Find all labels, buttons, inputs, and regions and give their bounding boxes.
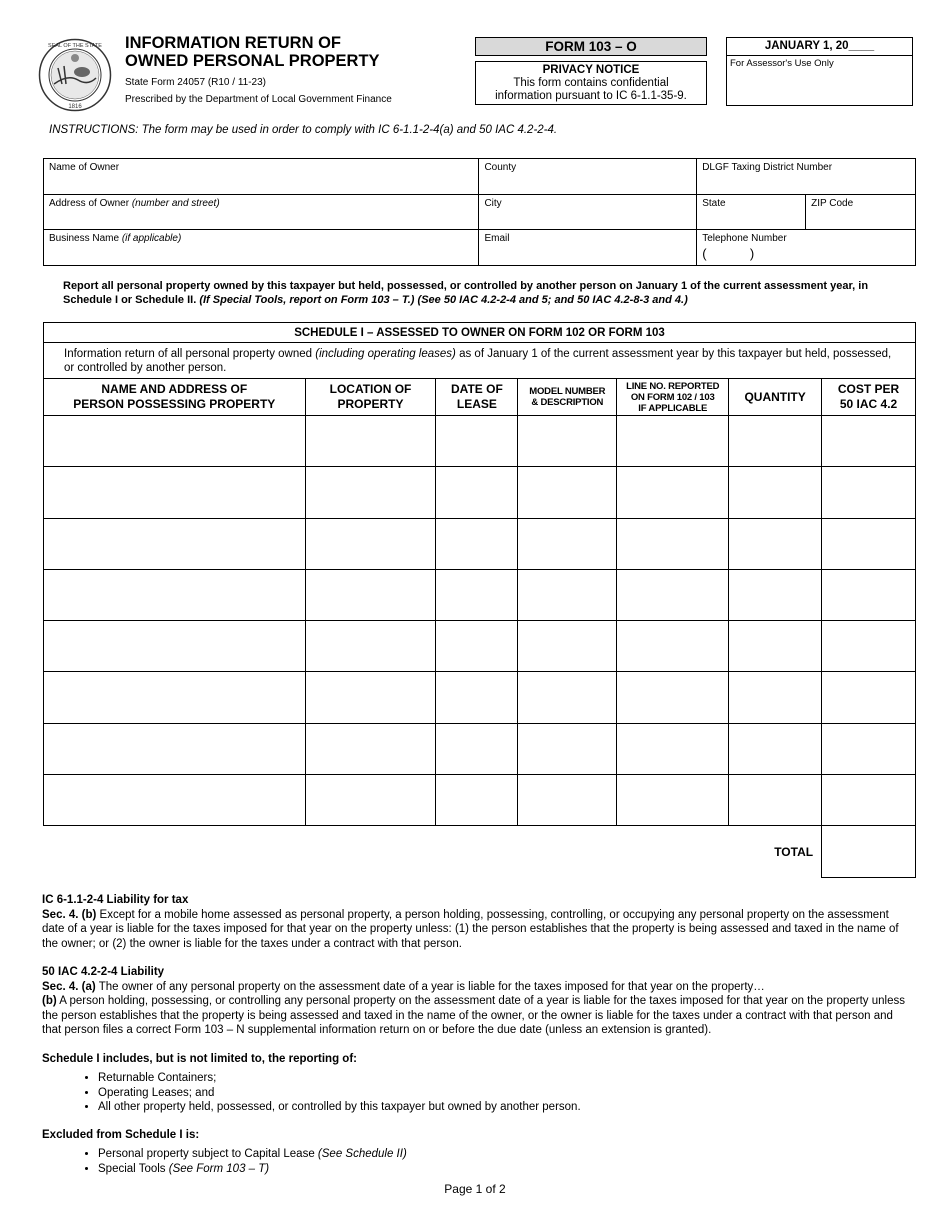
form-title (125, 34, 380, 70)
col-model-description (518, 379, 617, 416)
entry-cell[interactable] (44, 467, 306, 518)
entry-cell[interactable] (822, 723, 916, 774)
col-name-line-2: PERSON POSSESSING PROPERTY (73, 397, 276, 411)
entry-cell[interactable] (822, 569, 916, 620)
col-location-line-1: LOCATION OF (329, 382, 412, 396)
owner-address-field[interactable] (44, 194, 479, 230)
col-date-line-2: LEASE (456, 397, 497, 411)
state-field[interactable] (697, 194, 806, 230)
form-number-box: FORM 103 – O (475, 37, 707, 56)
table-row (44, 621, 916, 672)
col-model-line-1: MODEL NUMBER (529, 386, 606, 397)
iac-text-b: A person holding, possessing, or controlling any personal property on the assessment date of a year is liable for the taxes imposed for that year on the property unless the person establishes that the property is being assessed and taxed in the name of the owner, or the owner is liable for the taxes under a contract with that person and that person files a correct Form 103 – N supplemental information return on or before the due date (unless an extension is granted). (42, 995, 905, 1036)
prescribed-by: Prescribed by the Department of Local Government Finance (125, 94, 392, 105)
report-instruction (63, 279, 903, 307)
excluded-list (42, 1147, 914, 1176)
business-name-field[interactable] (44, 230, 479, 266)
entry-cell[interactable] (436, 621, 518, 672)
entry-cell[interactable] (729, 518, 822, 569)
col-line-line-2: ON FORM 102 / 103 (630, 391, 715, 403)
col-line-number (617, 379, 729, 416)
entry-cell[interactable] (822, 621, 916, 672)
entry-cell[interactable] (518, 672, 617, 723)
entry-cell[interactable] (305, 518, 436, 569)
zip-label: ZIP Code (811, 197, 854, 209)
col-location (305, 379, 436, 416)
entry-cell[interactable] (44, 723, 306, 774)
col-line-line-1: LINE NO. REPORTED (626, 380, 720, 392)
table-row (44, 672, 916, 723)
entry-cell[interactable] (729, 467, 822, 518)
telephone-label: Telephone Number (702, 233, 787, 244)
excluded-1-note: (See Schedule II) (317, 1148, 407, 1160)
table-row (44, 518, 916, 569)
address-note: (number and street) (131, 197, 220, 209)
entry-cell[interactable] (518, 775, 617, 826)
entry-cell[interactable] (729, 416, 822, 467)
entry-cell[interactable] (518, 723, 617, 774)
county-label: County (484, 162, 517, 173)
entry-cell[interactable] (822, 672, 916, 723)
legal-text (42, 893, 914, 1176)
col-name-address (44, 379, 306, 416)
state-label: State (702, 197, 726, 209)
assessor-use-label: For Assessor's Use Only (730, 58, 834, 69)
page-number: Page 1 of 2 (444, 1182, 506, 1196)
city-label: City (484, 197, 502, 209)
entry-cell[interactable] (436, 775, 518, 826)
col-line-line-3: IF APPLICABLE (638, 402, 708, 414)
list-item (98, 1147, 914, 1162)
email-label: Email (484, 233, 510, 244)
address-label: Address of Owner (49, 197, 130, 209)
business-note: (if applicable) (121, 233, 182, 244)
entry-cell[interactable] (729, 723, 822, 774)
entry-cell[interactable] (436, 416, 518, 467)
entry-cell[interactable] (822, 518, 916, 569)
table-row (44, 723, 916, 774)
entry-cell[interactable] (436, 569, 518, 620)
entry-cell[interactable] (436, 672, 518, 723)
entry-cell[interactable] (822, 775, 916, 826)
entry-cell[interactable] (729, 672, 822, 723)
list-item: • Returnable Containers; (98, 1071, 914, 1086)
state-seal-logo (38, 38, 112, 112)
state-form-number: State Form 24057 (R10 / 11-23) (125, 77, 266, 88)
schedule-i-table (43, 322, 916, 878)
owner-name-label: Name of Owner (49, 162, 120, 173)
schedule-info-a: Information return of all personal property owned (64, 347, 313, 360)
entry-cell[interactable] (44, 621, 306, 672)
entry-cell[interactable] (518, 416, 617, 467)
owner-info-table (43, 158, 916, 266)
schedule-info-italic: (including operating leases) (315, 347, 456, 360)
col-name-line-1: NAME AND ADDRESS OF (101, 382, 248, 396)
entry-cell[interactable] (44, 775, 306, 826)
col-location-line-2: PROPERTY (337, 397, 404, 411)
col-date-line-1: DATE OF (451, 382, 503, 396)
entry-cell[interactable] (617, 621, 729, 672)
entry-cell[interactable] (729, 621, 822, 672)
entry-cell[interactable] (617, 672, 729, 723)
list-item (98, 1162, 914, 1177)
entry-cell[interactable] (44, 569, 306, 620)
schedule-title: SCHEDULE I – ASSESSED TO OWNER ON FORM 102 OR FORM 103 (44, 323, 916, 343)
assessor-box[interactable] (726, 37, 913, 106)
entry-cell[interactable] (617, 569, 729, 620)
entry-cell[interactable] (436, 518, 518, 569)
entry-cell[interactable] (305, 467, 436, 518)
report-bold-text: Report all personal property owned by this taxpayer but held, possessed, or controlled by another person on January 1 of the current assessment year, in Schedule I or Schedule II. (63, 280, 869, 306)
excluded-title: Excluded from Schedule I is: (42, 1128, 200, 1141)
privacy-line-1: This form contains confidential (513, 77, 669, 89)
dlgf-field[interactable] (697, 159, 916, 195)
entry-cell[interactable] (729, 569, 822, 620)
title-line-1: INFORMATION RETURN OF (125, 34, 342, 52)
entry-cell[interactable] (518, 621, 617, 672)
excluded-2-note: (See Form 103 – T) (168, 1162, 270, 1175)
col-cost-line-1: COST PER (837, 382, 900, 396)
entry-cell[interactable] (617, 467, 729, 518)
excluded-2: Special Tools (98, 1162, 166, 1175)
entry-cell[interactable] (518, 518, 617, 569)
entry-cell[interactable] (44, 672, 306, 723)
county-field[interactable] (479, 159, 697, 195)
entry-cell[interactable] (436, 467, 518, 518)
col-quantity: QUANTITY (729, 379, 822, 416)
includes-title: Schedule I includes, but is not limited to, the reporting of: (42, 1052, 357, 1065)
entry-cell[interactable] (518, 569, 617, 620)
city-field[interactable] (479, 194, 697, 230)
instructions: INSTRUCTIONS: The form may be used in order to comply with IC 6-1.1-2-4(a) and 50 IAC 4.2-2-4. (49, 124, 558, 136)
total-cell[interactable] (822, 826, 916, 877)
privacy-title: PRIVACY NOTICE (542, 64, 640, 76)
includes-list (42, 1071, 914, 1115)
dlgf-label: DLGF Taxing District Number (702, 162, 833, 173)
entry-cell[interactable] (617, 518, 729, 569)
col-cost (822, 379, 916, 416)
schedule-info (44, 343, 916, 379)
entry-cell[interactable] (729, 775, 822, 826)
table-row (44, 467, 916, 518)
ic-title: IC 6-1.1-2-4 Liability for tax (42, 894, 189, 906)
entry-cell[interactable] (44, 416, 306, 467)
entry-cell[interactable] (822, 467, 916, 518)
privacy-notice (475, 61, 707, 105)
telephone-field[interactable] (697, 230, 916, 266)
entry-cell[interactable] (44, 518, 306, 569)
excluded-1: Personal property subject to Capital Lease (98, 1148, 315, 1160)
owner-name-field[interactable] (44, 159, 479, 195)
iac-section-a: Sec. 4. (a) (42, 980, 96, 993)
table-row (44, 416, 916, 467)
ic-section: Sec. 4. (b) (42, 908, 97, 921)
email-field[interactable] (479, 230, 697, 266)
col-cost-line-2: 50 IAC 4.2 (839, 397, 898, 411)
entry-cell[interactable] (436, 723, 518, 774)
phone-parens: ( ) (702, 246, 755, 261)
total-label: TOTAL (774, 844, 814, 859)
iac-title: 50 IAC 4.2-2-4 Liability (42, 966, 165, 978)
table-row (44, 569, 916, 620)
entry-cell[interactable] (305, 775, 436, 826)
table-row (44, 775, 916, 826)
col-model-line-2: & DESCRIPTION (531, 397, 604, 408)
assessment-date[interactable]: JANUARY 1, 20____ (727, 38, 912, 56)
ic-text: Except for a mobile home assessed as personal property, a person holding, possessing, controlling, or occupying any personal property on the assessment date of a year is liable for the taxes imposed for that year on the property unless: (1) the person establishes that the property is being assessed and taxed in the name of the owner; or (2) the owner is liable for the taxes under a contract with that person. (42, 908, 899, 950)
list-item: • All other property held, possessed, or controlled by this taxpayer but owned by another person. (98, 1100, 914, 1115)
entry-cell[interactable] (822, 416, 916, 467)
entry-cell[interactable] (518, 467, 617, 518)
iac-section-b: (b) (42, 995, 57, 1007)
entry-cell[interactable] (305, 569, 436, 620)
entry-cell[interactable] (305, 621, 436, 672)
business-label: Business Name (49, 233, 120, 244)
iac-text-a: The owner of any personal property on the assessment date of a year is liable for the taxes imposed for that year on the property… (98, 980, 765, 993)
svg-text:1816: 1816 (68, 104, 82, 110)
svg-text:SEAL OF THE STATE: SEAL OF THE STATE (48, 43, 102, 49)
zip-field[interactable] (806, 194, 916, 230)
title-line-2: OWNED PERSONAL PROPERTY (125, 52, 380, 70)
entry-cell[interactable] (305, 672, 436, 723)
schedule-info-b: as of January 1 of the current assessment year by this taxpayer but held, possessed, or controlled by another person. (64, 347, 892, 374)
entry-cell[interactable] (305, 416, 436, 467)
col-date-of-lease (436, 379, 518, 416)
report-italic-text: (If Special Tools, report on Form 103 – T.) (See 50 IAC 4.2-2-4 and 5; and 50 IAC 4.2-8-3 and 4.) (199, 294, 688, 306)
entry-cell[interactable] (617, 775, 729, 826)
entry-cell[interactable] (617, 416, 729, 467)
entry-cell[interactable] (305, 723, 436, 774)
list-item: • Operating Leases; and (98, 1086, 914, 1101)
privacy-line-2: information pursuant to IC 6-1.1-35-9. (495, 90, 687, 102)
entry-cell[interactable] (617, 723, 729, 774)
